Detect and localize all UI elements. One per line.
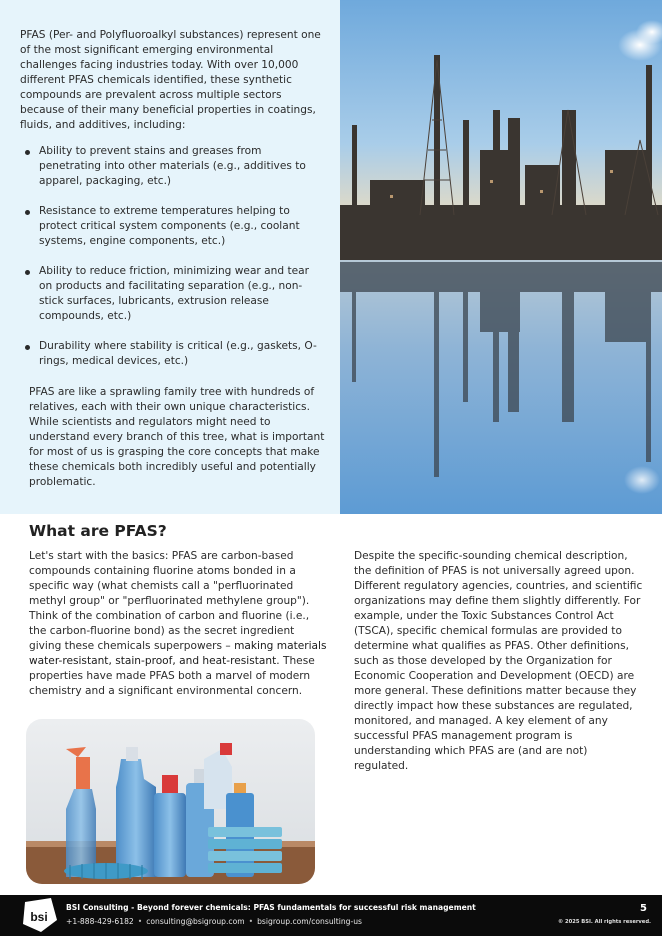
basics-paragraph <box>29 549 329 699</box>
footer-email-link[interactable]: consulting@bsigroup.com <box>146 917 245 926</box>
page-footer <box>0 895 662 936</box>
logo-text: bsi <box>30 910 48 924</box>
list-item: Durability where stability is critical (e.g., gaskets, O-rings, medical devices, etc.) <box>20 339 320 369</box>
section-title: What are PFAS? <box>29 522 167 540</box>
list-item: Ability to reduce friction, minimizing wear and tear on products and facilitating separation (e.g., non-stick surfaces, lubricants, extrusion release compounds, etc.) <box>20 264 320 324</box>
copyright: © 2025 BSI. All rights reserved. <box>558 919 651 925</box>
list-item: Ability to prevent stains and greases from penetrating into other materials (e.g., additives to apparel, packaging, etc.) <box>20 144 320 189</box>
footer-title: BSI Consulting - Beyond forever chemicals: PFAS fundamentals for successful risk management <box>66 903 476 912</box>
basics-text-emphasis: making materials water-resistant, stain-proof, and heat-resistant. <box>29 640 327 667</box>
footer-phone: +1-888-429-6182 <box>66 917 134 926</box>
footer-website-link[interactable]: bsigroup.com/consulting-us <box>257 917 362 926</box>
intro-panel <box>0 0 340 514</box>
page-number: 5 <box>640 903 647 914</box>
properties-list <box>20 144 320 384</box>
family-tree-paragraph: PFAS are like a sprawling family tree with hundreds of relatives, each with their own unique characteristics. While scientists and regulators might need to understand every branch of this tree, what is important for most of us is grasping the core concepts that make these chemicals both incredibly useful and potentially problematic. <box>29 386 325 488</box>
intro-paragraph: PFAS (Per- and Polyfluoroalkyl substances) represent one of the most significant emerging environmental challenges facing industries today. With over 10,000 different PFAS chemicals identified, these synthetic compounds are prevalent across multiple sectors because of their many beneficial properties in coatings, fluids, and additives, including: <box>20 29 321 131</box>
refinery-photo <box>340 0 662 514</box>
bsi-logo <box>21 898 57 932</box>
basics-text-start: Let's start with the basics: PFAS are carbon-based compounds containing fluorine atoms bonded in a specific way (what chemists call a "perfluorinated methyl group" or "perfluorinated methylene group"). Think of the combination of carbon and fluorine (i.e., the carbon-fluorine bond) as the secret ingredient giving these chemicals superpowers – <box>29 550 310 652</box>
list-item: Resistance to extreme temperatures helping to protect critical system components (e.g., coolant systems, engine components, etc.) <box>20 204 320 249</box>
basics-text-end: These properties have made PFAS both a marvel of modern chemistry and a significant environmental concern. <box>29 655 315 697</box>
definition-paragraph: Despite the specific-sounding chemical description, the definition of PFAS is not universally agreed upon. Different regulatory agencies, countries, and scientific organizations may define them slightly differently. For example, under the Toxic Substances Control Act (TSCA), specific chemical formulas are provided to determine what qualifies as PFAS. Other definitions, such as those developed by the Organization for Economic Cooperation and Development (OECD) are more general. These definitions matter because they directly impact how these substances are regulated, monitored, and managed. A key element of any successful PFAS management program is understanding which PFAS are (and are not) regulated. <box>354 550 643 772</box>
footer-contacts: +1-888-429-6182 • consulting@bsigroup.com • bsigroup.com/consulting-us <box>66 917 362 926</box>
cleaning-products-photo <box>26 719 315 884</box>
